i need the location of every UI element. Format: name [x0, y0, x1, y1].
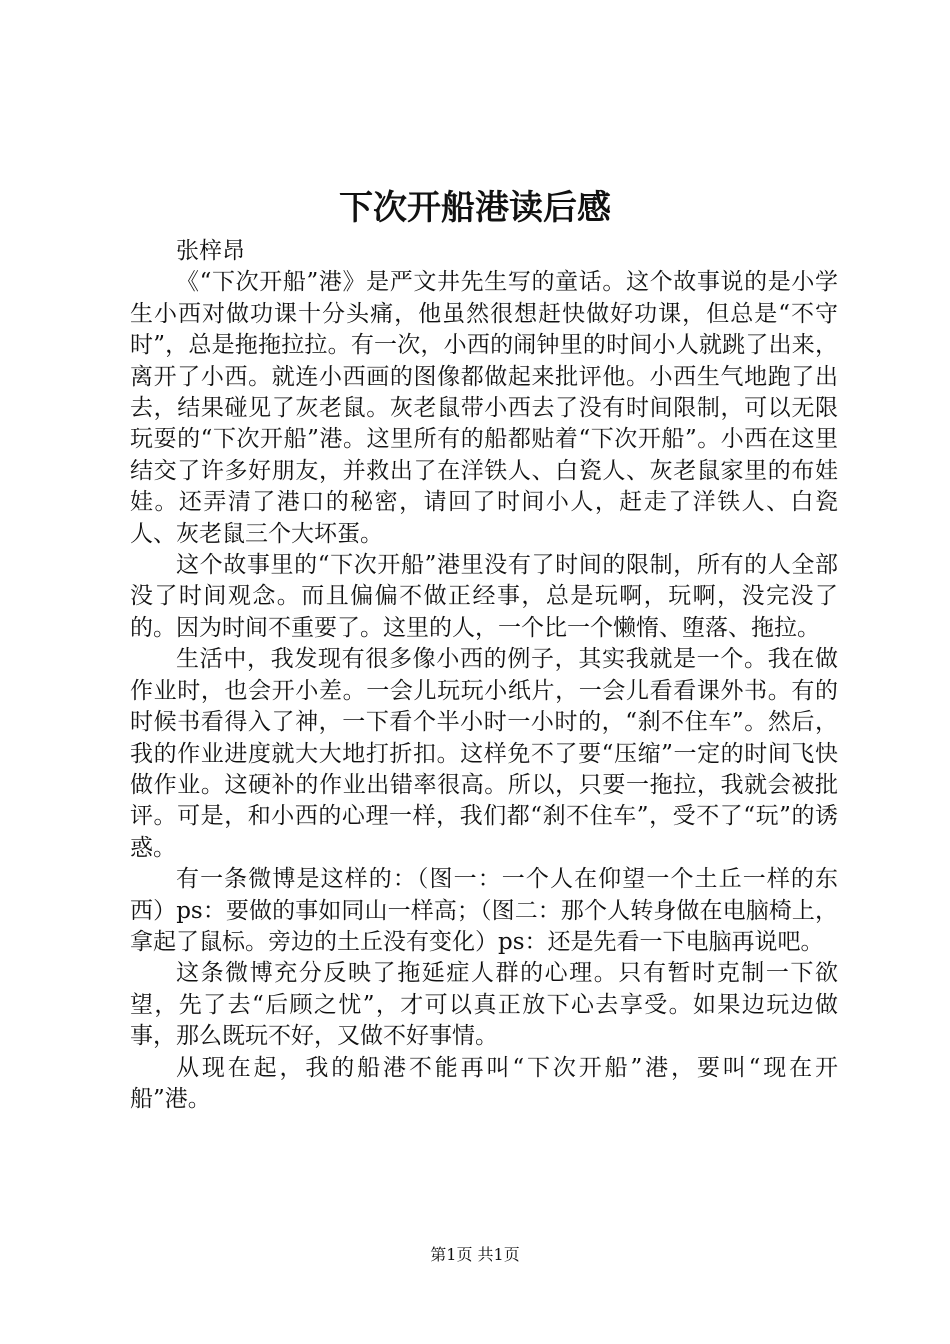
- paragraph-2: 这个故事里的“下次开船”港里没有了时间的限制，所有的人全部没了时间观念。而且偏偏不做正经事，总是玩啊，玩啊，没完没了的。因为时间不重要了。这里的人，一个比一个懒惰、堕落、拖拉。: [130, 552, 838, 641]
- paragraph-5: 这条微博充分反映了拖延症人群的心理。只有暂时克制一下欲望，先了去“后顾之忧”，才可以真正放下心去享受。如果边玩边做事，那么既玩不好，又做不好事情。: [130, 960, 838, 1050]
- author-line: 张梓昂: [176, 238, 245, 264]
- page-footer: 第1页 共1页: [430, 1245, 520, 1264]
- paragraph-4: 有一条微博是这样的：（图一：一个人在仰望一个土丘一样的东西）ps：要做的事如同山一样高；（图二：那个人转身做在电脑椅上，拿起了鼠标。旁边的土丘没有变化）ps：还是先看一下电脑再说吧。: [130, 866, 838, 955]
- document-title: 下次开船港读后感: [339, 188, 611, 228]
- paragraph-6: 从现在起，我的船港不能再叫“下次开船”港，要叫“现在开船”港。: [130, 1054, 838, 1112]
- paragraph-3: 生活中，我发现有很多像小西的例子，其实我就是一个。我在做作业时，也会开小差。一会儿玩玩小纸片，一会儿看看课外书。有的时候书看得入了神，一下看个半小时一小时的，“刹不住车”。然后，我的作业进度就大大地打折扣。这样免不了要“压缩”一定的时间飞快做作业。这硬补的作业出错率很高。所以，只要一拖拉，我就会被批评。可是，和小西的心理一样，我们都“刹不住车”，受不了“玩”的诱惑。: [130, 646, 838, 861]
- paragraph-1: 《“下次开船”港》是严文井先生写的童话。这个故事说的是小学生小西对做功课十分头痛，他虽然很想赶快做好功课，但总是“不守时”，总是拖拖拉拉。有一次，小西的闹钟里的时间小人就跳了出来，离开了小西。就连小西画的图像都做起来批评他。小西生气地跑了出去，结果碰见了灰老鼠。灰老鼠带小西去了没有时间限制，可以无限玩耍的“下次开船”港。这里所有的船都贴着“下次开船”。小西在这里结交了许多好朋友，并救出了在洋铁人、白瓷人、灰老鼠家里的布娃娃。还弄清了港口的秘密，请回了时间小人，赶走了洋铁人、白瓷人、灰老鼠三个大坏蛋。: [130, 269, 838, 547]
- document-body: [130, 236, 838, 1115]
